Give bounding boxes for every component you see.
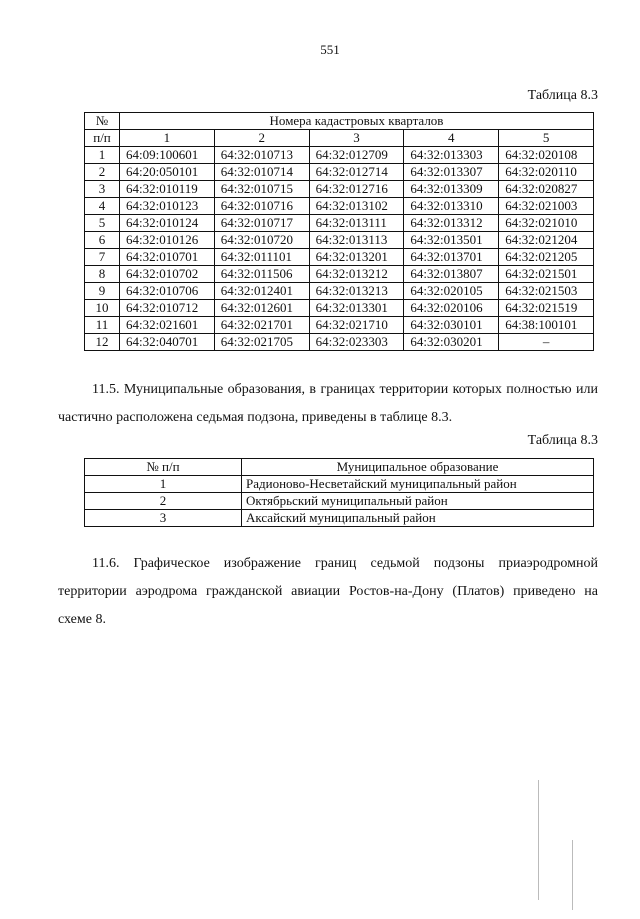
table1-row-number: 1	[85, 147, 120, 164]
table1-cadastral-number: 64:32:013213	[309, 283, 404, 300]
table1-row-number: 7	[85, 249, 120, 266]
table2-body	[85, 476, 594, 527]
table1-cadastral-number: 64:32:010716	[214, 198, 309, 215]
table1-cadastral-number: 64:32:013111	[309, 215, 404, 232]
cadastral-quarters-table	[84, 112, 594, 351]
table1-cadastral-number: 64:32:010706	[120, 283, 215, 300]
municipalities-table	[84, 458, 594, 527]
table1-cadastral-number: 64:32:021710	[309, 317, 404, 334]
table1-cadastral-number: 64:32:021503	[499, 283, 594, 300]
table1-col-num: 2	[214, 130, 309, 147]
table1-cadastral-number: 64:32:010712	[120, 300, 215, 317]
table1-cadastral-number: –	[499, 334, 594, 351]
table1-cadastral-number: 64:32:021204	[499, 232, 594, 249]
table2-caption: Таблица 8.3	[527, 433, 598, 448]
table1-cadastral-number: 64:32:012709	[309, 147, 404, 164]
table1-cadastral-number: 64:32:030201	[404, 334, 499, 351]
table1-cadastral-number: 64:32:013807	[404, 266, 499, 283]
table1-col-num: 3	[309, 130, 404, 147]
table1-cadastral-number: 64:32:010123	[120, 198, 215, 215]
table2-row	[85, 476, 594, 493]
paragraph-11-6-text: 11.6. Графическое изображение границ седьмой подзоны приаэродромной территории аэродрома гражданской авиации Ростов-на-Дону (Платов) приведено на схеме 8.	[58, 556, 598, 627]
table1-cadastral-number: 64:32:021003	[499, 198, 594, 215]
table1-cadastral-number: 64:32:013301	[309, 300, 404, 317]
table1-cadastral-number: 64:32:010713	[214, 147, 309, 164]
table2-row	[85, 493, 594, 510]
table1-row	[85, 215, 594, 232]
table1-row	[85, 147, 594, 164]
table1-cadastral-number: 64:32:013701	[404, 249, 499, 266]
table1-cadastral-number: 64:32:013307	[404, 164, 499, 181]
paragraph-11-5	[58, 376, 598, 432]
table1-cadastral-number: 64:32:010124	[120, 215, 215, 232]
table1-cadastral-number: 64:32:021601	[120, 317, 215, 334]
page-number: 551	[320, 42, 340, 57]
table1-row-number: 5	[85, 215, 120, 232]
table1-header-title: Номера кадастровых кварталов	[120, 113, 594, 130]
table1-cadastral-number: 64:32:013102	[309, 198, 404, 215]
table1-caption: Таблица 8.3	[527, 88, 598, 103]
table2-header-name: Муниципальное образование	[242, 459, 594, 476]
table1-cadastral-number: 64:32:020110	[499, 164, 594, 181]
table1-row	[85, 300, 594, 317]
table1-cadastral-number: 64:32:012601	[214, 300, 309, 317]
table1-header-row	[85, 113, 594, 130]
table2-municipality-name: Радионово-Несветайский муниципальный район	[242, 476, 594, 493]
table1-col-num: 5	[499, 130, 594, 147]
table1-cadastral-number: 64:32:013312	[404, 215, 499, 232]
table1-row-number: 8	[85, 266, 120, 283]
table2-header-no: № п/п	[85, 459, 242, 476]
table1-row	[85, 198, 594, 215]
table1-cadastral-number: 64:32:013212	[309, 266, 404, 283]
table1-cadastral-number: 64:32:020827	[499, 181, 594, 198]
table1-cadastral-number: 64:32:030101	[404, 317, 499, 334]
table1-cadastral-number: 64:32:013113	[309, 232, 404, 249]
table2-row-number: 2	[85, 493, 242, 510]
table1-cadastral-number: 64:32:021705	[214, 334, 309, 351]
table1-cadastral-number: 64:32:013201	[309, 249, 404, 266]
table1-row	[85, 317, 594, 334]
table1-cadastral-number: 64:32:010717	[214, 215, 309, 232]
table1-cadastral-number: 64:32:011506	[214, 266, 309, 283]
scan-artifact-line	[538, 780, 539, 900]
table1-cadastral-number: 64:32:010119	[120, 181, 215, 198]
table1-cadastral-number: 64:32:010720	[214, 232, 309, 249]
table1-cadastral-number: 64:32:021501	[499, 266, 594, 283]
table1-cadastral-number: 64:32:012716	[309, 181, 404, 198]
table1-row	[85, 232, 594, 249]
table1-row-number: 4	[85, 198, 120, 215]
table1-cadastral-number: 64:32:013501	[404, 232, 499, 249]
table1-cadastral-number: 64:32:010126	[120, 232, 215, 249]
table1-header-pp: п/п	[85, 130, 120, 147]
table1-cadastral-number: 64:32:021205	[499, 249, 594, 266]
table1-subheader-row	[85, 130, 594, 147]
table1-row-number: 2	[85, 164, 120, 181]
table2-row	[85, 510, 594, 527]
table1-row	[85, 181, 594, 198]
table1-cadastral-number: 64:32:021519	[499, 300, 594, 317]
table1-cadastral-number: 64:32:021010	[499, 215, 594, 232]
table1-cadastral-number: 64:32:012714	[309, 164, 404, 181]
table1-col-num: 1	[120, 130, 215, 147]
table1-row-number: 9	[85, 283, 120, 300]
table1-row	[85, 283, 594, 300]
table2-row-number: 1	[85, 476, 242, 493]
paragraph-11-5-text: 11.5. Муниципальные образования, в границах территории которых полностью или частично расположена седьмая подзона, приведены в таблице 8.3.	[58, 382, 598, 425]
table1-cadastral-number: 64:32:010714	[214, 164, 309, 181]
table1-cadastral-number: 64:32:021701	[214, 317, 309, 334]
table1-cadastral-number: 64:32:010715	[214, 181, 309, 198]
table1-cadastral-number: 64:32:020106	[404, 300, 499, 317]
table1-cadastral-number: 64:38:100101	[499, 317, 594, 334]
table1-row-number: 3	[85, 181, 120, 198]
table2-municipality-name: Октябрьский муниципальный район	[242, 493, 594, 510]
table1-body	[85, 147, 594, 351]
table1-cadastral-number: 64:32:013310	[404, 198, 499, 215]
table1-row	[85, 249, 594, 266]
table1-cadastral-number: 64:32:040701	[120, 334, 215, 351]
table1-cadastral-number: 64:32:010702	[120, 266, 215, 283]
table1-cadastral-number: 64:32:013303	[404, 147, 499, 164]
table1-cadastral-number: 64:20:050101	[120, 164, 215, 181]
table1-header-no: №	[85, 113, 120, 130]
table2-row-number: 3	[85, 510, 242, 527]
table1-col-num: 4	[404, 130, 499, 147]
table1-cadastral-number: 64:32:012401	[214, 283, 309, 300]
scan-artifact-line	[572, 840, 573, 910]
table1-cadastral-number: 64:09:100601	[120, 147, 215, 164]
table2-municipality-name: Аксайский муниципальный район	[242, 510, 594, 527]
table1-row-number: 11	[85, 317, 120, 334]
table1-row	[85, 164, 594, 181]
table1-cadastral-number: 64:32:020108	[499, 147, 594, 164]
table1-row	[85, 266, 594, 283]
table1-row	[85, 334, 594, 351]
table1-cadastral-number: 64:32:020105	[404, 283, 499, 300]
table1-cadastral-number: 64:32:010701	[120, 249, 215, 266]
table1-row-number: 12	[85, 334, 120, 351]
table1-row-number: 6	[85, 232, 120, 249]
paragraph-11-6	[58, 550, 598, 634]
table1-cadastral-number: 64:32:023303	[309, 334, 404, 351]
table2-header-row	[85, 459, 594, 476]
table1-cadastral-number: 64:32:011101	[214, 249, 309, 266]
table1-row-number: 10	[85, 300, 120, 317]
table1-cadastral-number: 64:32:013309	[404, 181, 499, 198]
